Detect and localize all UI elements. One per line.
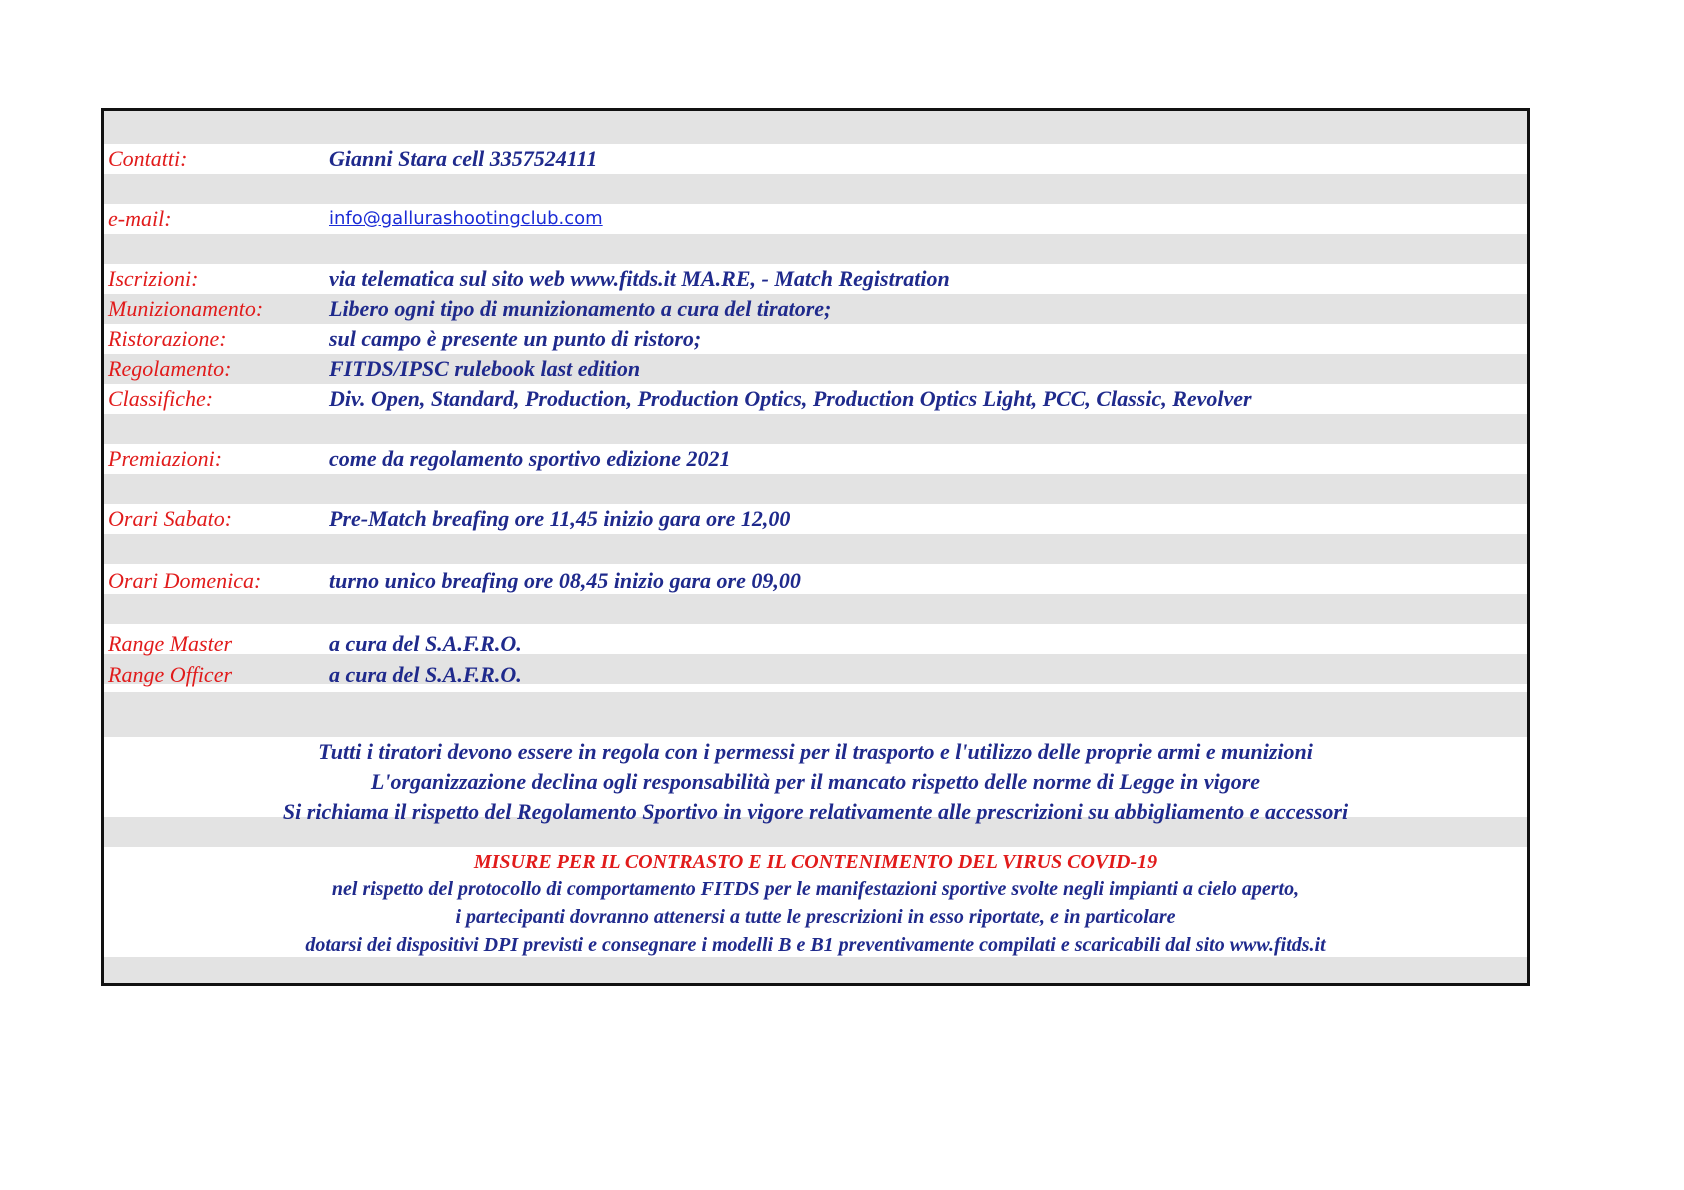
munizionamento-label: Munizionamento: [108,296,264,321]
orari-sabato-label: Orari Sabato: [108,506,233,531]
munizionamento-value: Libero ogni tipo di munizionamento a cura del tiratore; [329,296,832,321]
note-text: L'organizzazione declina ogli responsabilità per il mancato rispetto delle norme di Legge in vigore [370,769,1261,794]
gray-band [104,474,1527,504]
gray-band [104,234,1527,264]
range-master-label: Range Master [108,631,233,656]
row-regolamento [104,354,1527,384]
row-range-officer [104,660,1527,690]
iscrizioni-value: via telematica sul sito web www.fitds.it MA.RE, - Match Registration [329,266,950,291]
contatti-value: Gianni Stara cell 3357524111 [329,146,598,171]
row-ristorazione [104,324,1527,354]
iscrizioni-label: Iscrizioni: [108,266,199,291]
range-officer-label: Range Officer [108,662,233,687]
note-text: Tutti i tiratori devono essere in regola con i permessi per il trasporto e l'utilizzo delle proprie armi e munizioni [318,739,1313,764]
row-orari-sabato [104,504,1527,534]
gray-band [104,174,1527,204]
covid-text: i partecipanti dovranno attenersi a tutte le prescrizioni in esso riportate, e in particolare [455,906,1176,928]
orari-sabato-value: Pre-Match breafing ore 11,45 inizio gara ore 12,00 [329,506,791,531]
ristorazione-label: Ristorazione: [108,326,227,351]
note-line [104,737,1527,767]
covid-title: MISURE PER IL CONTRASTO E IL CONTENIMENTO DEL VIRUS COVID-19 [473,851,1158,873]
premiazioni-label: Premiazioni: [108,446,223,471]
row-contatti [104,144,1527,174]
gray-band [104,534,1527,564]
gray-band [104,692,1527,737]
regolamento-value: FITDS/IPSC rulebook last edition [329,356,641,381]
row-munizionamento [104,294,1527,324]
row-classifiche [104,384,1527,414]
row-email [104,204,1527,234]
premiazioni-value: come da regolamento sportivo edizione 2021 [329,446,731,471]
row-orari-domenica [104,566,1527,596]
contatti-label: Contatti: [108,146,188,171]
range-officer-value: a cura del S.A.F.R.O. [329,662,522,687]
gray-band [104,414,1527,444]
note-text: Si richiama il rispetto del Regolamento Sportivo in vigore relativamente alle prescrizioni su abbigliamento e accessori [282,799,1349,824]
ristorazione-value: sul campo è presente un punto di ristoro; [329,326,702,351]
covid-title-row [104,847,1527,877]
email-link[interactable]: info@gallurashootingclub.com [329,208,603,229]
classifiche-label: Classifiche: [108,386,214,411]
orari-domenica-value: turno unico breafing ore 08,45 inizio gara ore 09,00 [329,568,801,593]
covid-line [104,930,1527,960]
range-master-value: a cura del S.A.F.R.O. [329,631,522,656]
gray-band [104,111,1527,144]
classifiche-value: Div. Open, Standard, Production, Production Optics, Production Optics Light, PCC, Classic, Revolver [329,386,1252,411]
note-line [104,767,1527,797]
note-line [104,797,1527,827]
covid-line [104,902,1527,932]
covid-text: dotarsi dei dispositivi DPI previsti e consegnare i modelli B e B1 preventivamente compilati e scaricabili dal sito www.fitds.it [305,934,1326,956]
gray-band [104,957,1527,986]
row-iscrizioni [104,264,1527,294]
orari-domenica-label: Orari Domenica: [108,568,262,593]
covid-line [104,874,1527,904]
info-sheet [101,108,1530,986]
covid-text: nel rispetto del protocollo di comportamento FITDS per le manifestazioni sportive svolte negli impianti a cielo aperto, [331,878,1300,900]
email-label: e-mail: [108,206,172,231]
row-range-master [104,629,1527,659]
row-premiazioni [104,444,1527,474]
regolamento-label: Regolamento: [108,356,232,381]
gray-band [104,594,1527,624]
